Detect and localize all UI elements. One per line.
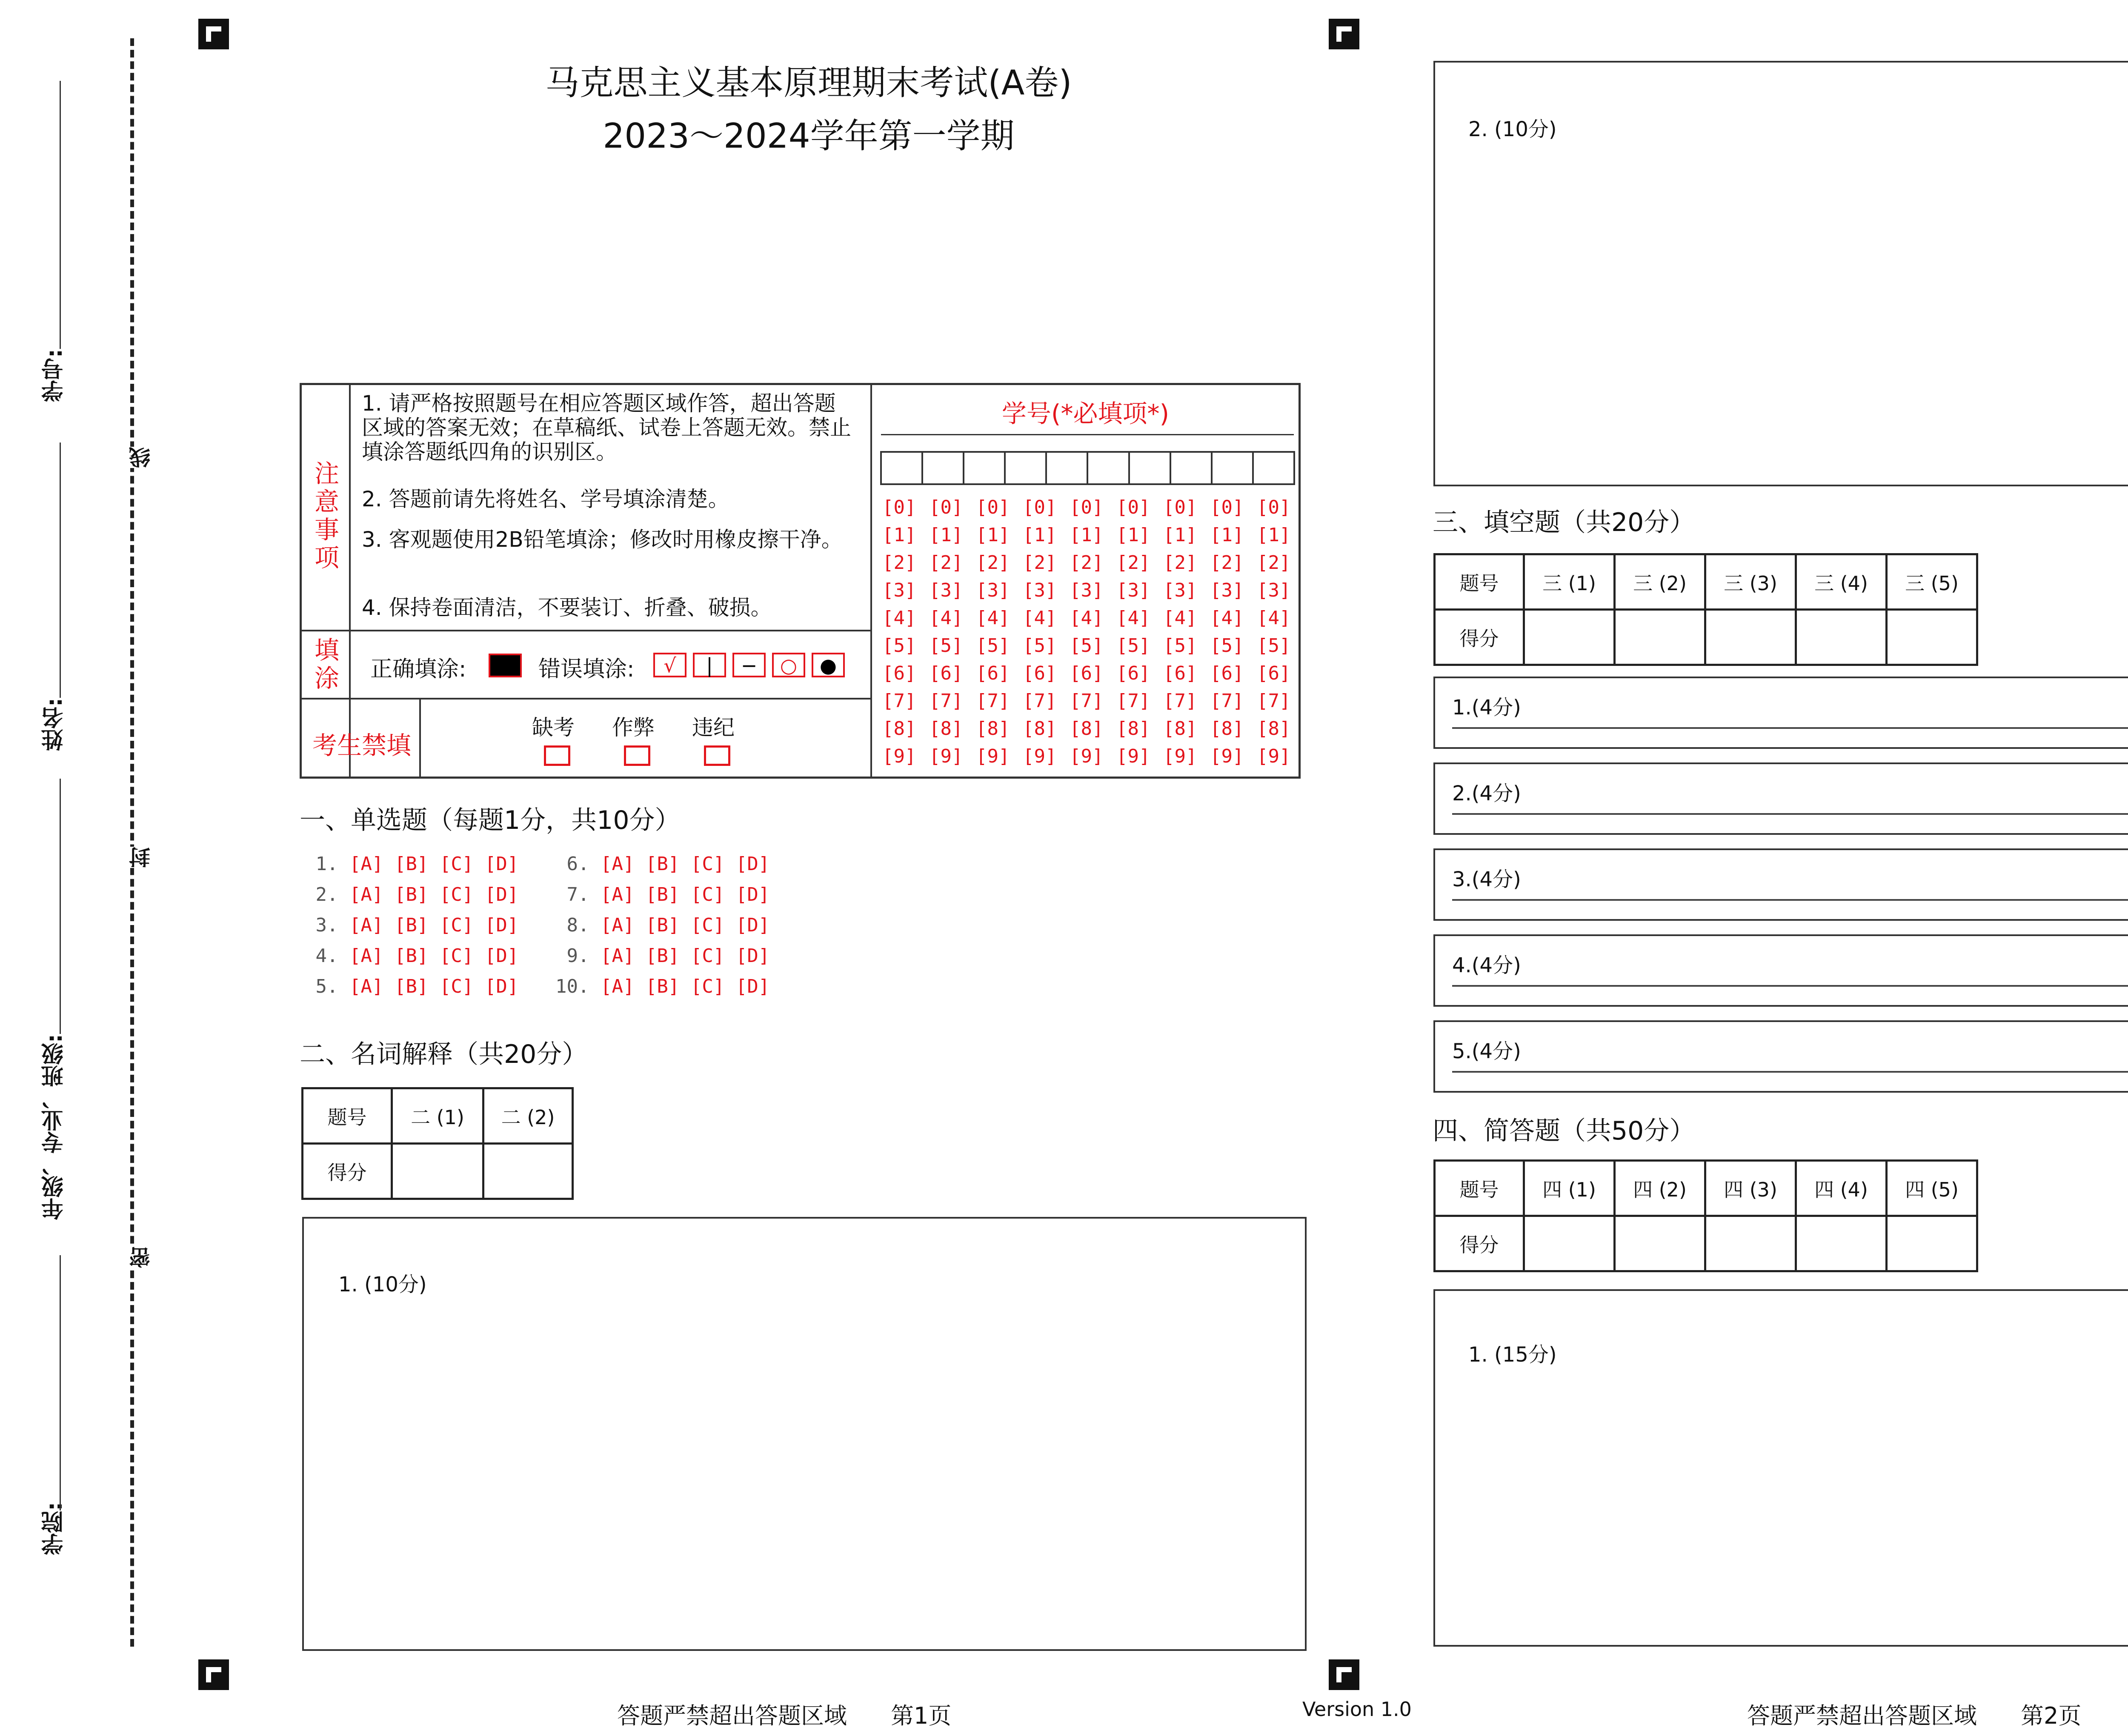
id-divider: [870, 383, 872, 779]
violation-checkbox[interactable]: [704, 745, 730, 766]
score-cell[interactable]: [1887, 610, 1977, 665]
student-id-bubble[interactable]: [0]: [1163, 497, 1197, 518]
score-head: 三 (4): [1796, 554, 1887, 610]
student-id-bubble[interactable]: [2]: [1163, 552, 1197, 574]
student-id-bubble[interactable]: [5]: [929, 635, 963, 657]
student-id-bubble[interactable]: [0]: [1070, 497, 1104, 518]
notice-hline-2: [300, 698, 870, 700]
student-id-bubble[interactable]: [2]: [1070, 552, 1104, 574]
mc-question-number: 7.: [555, 884, 601, 905]
mc-options[interactable]: [A] [B] [C] [D]: [600, 914, 770, 936]
student-id-bubble[interactable]: [5]: [1163, 635, 1197, 657]
mc-options[interactable]: [A] [B] [C] [D]: [349, 853, 519, 875]
student-id-digit-column[interactable]: [929, 494, 963, 770]
notice-item-2: 2. 答题前请先将姓名、学号填涂清楚。: [362, 487, 729, 511]
exam-term: 2023～2024学年第一学期: [603, 116, 1015, 156]
student-id-bubble[interactable]: [0]: [1023, 497, 1057, 518]
mc-question-number: 4.: [304, 945, 349, 967]
score-cell[interactable]: [1615, 610, 1705, 665]
student-id-bubble[interactable]: [1]: [1163, 524, 1197, 546]
student-id-bubble[interactable]: [7]: [929, 690, 963, 712]
section4-title: 四、简答题（共50分）: [1433, 1116, 1695, 1146]
student-id-bubble[interactable]: [7]: [1070, 690, 1104, 712]
score-head: 三 (2): [1615, 554, 1705, 610]
score-head: 三 (1): [1524, 554, 1615, 610]
student-id-bubble[interactable]: [0]: [976, 497, 1010, 518]
student-id-bubble[interactable]: [3]: [1116, 580, 1150, 601]
student-id-digit-column[interactable]: [882, 494, 916, 770]
mc-options[interactable]: [A] [B] [C] [D]: [600, 884, 770, 905]
name-label: 姓名:: [42, 698, 67, 751]
student-id-bubble[interactable]: [8]: [929, 718, 963, 740]
score-label: 得分: [303, 1144, 392, 1199]
fill-blank-label: 2.(4分): [1452, 782, 1521, 805]
footer-page1: 答题严禁超出答题区域 第1页: [617, 1702, 952, 1729]
mc-question-number: 10.: [555, 976, 601, 997]
student-id-bubble[interactable]: [2]: [929, 552, 963, 574]
name-underline: [60, 443, 61, 698]
score-head: 题号: [1435, 1161, 1524, 1216]
notice-divider: [349, 383, 351, 779]
student-id-bubble[interactable]: [7]: [1116, 690, 1150, 712]
mc-question-row[interactable]: [555, 914, 769, 936]
score-cell[interactable]: [1615, 1216, 1705, 1271]
mc-options[interactable]: [A] [B] [C] [D]: [349, 914, 519, 936]
student-id-bubble[interactable]: [3]: [976, 580, 1010, 601]
student-id-bubble[interactable]: [9]: [976, 745, 1010, 767]
score-cell[interactable]: [1705, 610, 1796, 665]
grade-label: 年级、专业、班级:: [42, 1034, 67, 1220]
student-id-bubble[interactable]: [1]: [1116, 524, 1150, 546]
section3-title: 三、填空题（共20分）: [1433, 508, 1695, 537]
school-underline: [60, 1255, 61, 1510]
mc-question-row[interactable]: [555, 884, 769, 905]
student-id-bubble[interactable]: [4]: [882, 607, 916, 629]
student-id-digit-column[interactable]: [1070, 494, 1103, 770]
footer-page2: 答题严禁超出答题区域 第2页: [1747, 1702, 2082, 1729]
student-id-bubble[interactable]: [3]: [1070, 580, 1104, 601]
student-id-digit-column[interactable]: [1163, 494, 1197, 770]
student-id-bubble[interactable]: [4]: [1116, 607, 1150, 629]
student-id-bubble[interactable]: [2]: [1023, 552, 1057, 574]
student-id-bubble[interactable]: [8]: [1257, 718, 1291, 740]
forbidden-label: 考生禁填: [312, 731, 411, 760]
student-id-bubble[interactable]: [3]: [1210, 580, 1244, 601]
notice-item-3: 3. 客观题使用2B铅笔填涂；修改时用橡皮擦干净。: [362, 527, 843, 552]
student-id-bubble[interactable]: [9]: [1210, 745, 1244, 767]
score-head: 三 (3): [1705, 554, 1796, 610]
student-id-bubble[interactable]: [5]: [1257, 635, 1291, 657]
mc-question-number: 2.: [304, 884, 349, 905]
mc-options[interactable]: [A] [B] [C] [D]: [600, 945, 770, 967]
absent-checkbox[interactable]: [544, 745, 570, 766]
fill-label: 填涂: [314, 636, 339, 693]
score-cell[interactable]: [1524, 1216, 1615, 1271]
student-id-bubble[interactable]: [6]: [929, 662, 963, 684]
seal-feng-char: 封: [126, 847, 157, 868]
student-id-bubble[interactable]: [0]: [1257, 497, 1291, 518]
student-id-digit-column[interactable]: [1210, 494, 1244, 770]
student-id-bubble[interactable]: [1]: [1257, 524, 1291, 546]
student-id-bubble[interactable]: [9]: [1257, 745, 1291, 767]
student-id-bubble[interactable]: [6]: [1163, 662, 1197, 684]
student-id-digit-column[interactable]: [976, 494, 1010, 770]
fill-blank-line: [1452, 1071, 2128, 1073]
mc-question-number: 8.: [555, 914, 601, 936]
notice-label: 注意事项: [314, 459, 339, 572]
student-id-bubble[interactable]: [1]: [882, 524, 916, 546]
forbidden-cheat: 作弊: [612, 715, 655, 740]
forbidden-violation: 违纪: [692, 715, 735, 740]
student-id-digit-column[interactable]: [1116, 494, 1150, 770]
student-id-bubble[interactable]: [0]: [1210, 497, 1244, 518]
student-id-bubble[interactable]: [6]: [976, 662, 1010, 684]
forbidden-divider: [419, 698, 421, 779]
student-id-bubble[interactable]: [6]: [1023, 662, 1057, 684]
student-no-underline: [60, 81, 61, 349]
student-id-bubble[interactable]: [2]: [1210, 552, 1244, 574]
corner-marker-top-mid: [1329, 19, 1359, 49]
student-id-bubble[interactable]: [7]: [1257, 690, 1291, 712]
exam-title: 马克思主义基本原理期末考试(A卷): [545, 63, 1072, 103]
student-id-bubble[interactable]: [9]: [1163, 745, 1197, 767]
score-cell[interactable]: [1524, 610, 1615, 665]
wrong-mark-bar: |: [693, 653, 726, 677]
wrong-mark-dash: −: [732, 653, 766, 677]
student-id-bubble[interactable]: [4]: [1023, 607, 1057, 629]
student-id-bubble[interactable]: [6]: [1210, 662, 1244, 684]
seal-line-char: 线: [126, 447, 157, 468]
mc-question-number: 3.: [304, 914, 349, 936]
student-id-bubble[interactable]: [3]: [1163, 580, 1197, 601]
student-id-bubble[interactable]: [2]: [976, 552, 1010, 574]
student-id-bubble[interactable]: [6]: [1070, 662, 1104, 684]
score-head: 四 (2): [1615, 1161, 1705, 1216]
fill-blank-line: [1452, 813, 2128, 815]
student-id-bubble[interactable]: [0]: [929, 497, 963, 518]
answer-box-2-1[interactable]: [302, 1217, 1307, 1651]
student-id-bubble[interactable]: [0]: [1116, 497, 1150, 518]
school-label: 学院:: [42, 1502, 67, 1555]
student-id-bubble[interactable]: [4]: [1257, 607, 1291, 629]
fill-blank-box[interactable]: [1433, 762, 2128, 835]
student-id-bubble[interactable]: [1]: [976, 524, 1010, 546]
student-id-bubble[interactable]: [8]: [1023, 718, 1057, 740]
score-head: 题号: [303, 1088, 392, 1144]
score-head: 四 (4): [1796, 1161, 1887, 1216]
mc-question-number: 5.: [304, 976, 349, 997]
mc-question-row[interactable]: [555, 853, 769, 875]
grade-underline: [60, 779, 61, 1034]
student-id-bubble[interactable]: [3]: [929, 580, 963, 601]
student-id-bubble[interactable]: [1]: [1210, 524, 1244, 546]
fill-blank-line: [1452, 899, 2128, 901]
answer-box-4-1-label: 1. (15分): [1468, 1343, 1557, 1367]
student-id-digit-column[interactable]: [1257, 494, 1290, 770]
fill-blank-box[interactable]: [1433, 848, 2128, 921]
mc-options[interactable]: [A] [B] [C] [D]: [600, 853, 770, 875]
student-id-bubble[interactable]: [8]: [882, 718, 916, 740]
student-id-bubble[interactable]: [6]: [882, 662, 916, 684]
answer-box-2-1-label: 1. (10分): [338, 1273, 427, 1296]
student-id-bubble[interactable]: [1]: [1023, 524, 1057, 546]
student-id-bubble[interactable]: [3]: [1023, 580, 1057, 601]
student-id-bubble[interactable]: [5]: [1210, 635, 1244, 657]
section1-title: 一、单选题（每题1分，共10分）: [300, 805, 681, 835]
mc-question-row[interactable]: [304, 884, 518, 905]
score-head: 四 (3): [1705, 1161, 1796, 1216]
student-id-bubble[interactable]: [8]: [1163, 718, 1197, 740]
student-id-bubble[interactable]: [4]: [1163, 607, 1197, 629]
fill-blank-box[interactable]: [1433, 677, 2128, 749]
corner-marker-bottom-left: [198, 1659, 229, 1690]
student-id-bubble[interactable]: [5]: [882, 635, 916, 657]
student-id-bubble[interactable]: [8]: [1070, 718, 1104, 740]
correct-fill-text: 正确填涂:: [370, 657, 466, 682]
student-id-bubble[interactable]: [3]: [882, 580, 916, 601]
mc-question-row[interactable]: [304, 976, 518, 997]
mc-question-row[interactable]: [555, 976, 769, 997]
student-id-bubble[interactable]: [4]: [929, 607, 963, 629]
student-id-bubble[interactable]: [9]: [882, 745, 916, 767]
student-id-bubble[interactable]: [7]: [976, 690, 1010, 712]
mc-question-number: 6.: [555, 853, 601, 875]
fill-blank-label: 1.(4分): [1452, 696, 1521, 720]
student-id-bubble[interactable]: [9]: [1070, 745, 1104, 767]
fill-blank-label: 5.(4分): [1452, 1039, 1521, 1063]
mc-question-number: 1.: [304, 853, 349, 875]
score-label: 得分: [1435, 1216, 1524, 1271]
student-id-bubble[interactable]: [5]: [1023, 635, 1057, 657]
score-head: 题号: [1435, 554, 1524, 610]
fill-blank-box[interactable]: [1433, 1020, 2128, 1093]
wrong-mark-dot: ●: [812, 653, 845, 677]
mc-options[interactable]: [A] [B] [C] [D]: [349, 945, 519, 967]
wrong-fill-text: 错误填涂:: [538, 657, 635, 682]
version-label: Version 1.0: [1302, 1698, 1412, 1721]
score-head: 二 (1): [392, 1088, 483, 1144]
student-id-title: 学号(*必填项*): [1001, 399, 1170, 428]
score-cell[interactable]: [392, 1144, 483, 1199]
student-id-bubble[interactable]: [4]: [1210, 607, 1244, 629]
fill-blank-box[interactable]: [1433, 934, 2128, 1007]
student-id-bubble[interactable]: [5]: [1116, 635, 1150, 657]
section3-score-table: [1433, 553, 1978, 666]
student-id-bubble[interactable]: [6]: [1257, 662, 1291, 684]
fill-blank-line: [1452, 985, 2128, 987]
fill-blank-label: 4.(4分): [1452, 954, 1521, 977]
mc-options[interactable]: [A] [B] [C] [D]: [349, 976, 519, 997]
answer-box-2-2-label: 2. (10分): [1468, 117, 1557, 141]
score-head: 四 (1): [1524, 1161, 1615, 1216]
student-id-bubble[interactable]: [6]: [1116, 662, 1150, 684]
student-id-bubble[interactable]: [2]: [1257, 552, 1291, 574]
notice-hline-1: [300, 630, 870, 631]
student-id-bubble[interactable]: [7]: [882, 690, 916, 712]
student-id-bubble[interactable]: [7]: [1163, 690, 1197, 712]
mc-options[interactable]: [A] [B] [C] [D]: [349, 884, 519, 905]
cheat-checkbox[interactable]: [624, 745, 650, 766]
student-no-label: 学号:: [42, 349, 67, 402]
corner-marker-top-left: [198, 19, 229, 49]
section4-score-table: [1433, 1159, 1978, 1272]
student-id-bubble[interactable]: [2]: [1116, 552, 1150, 574]
student-id-bubble[interactable]: [1]: [929, 524, 963, 546]
mc-question-row[interactable]: [304, 945, 518, 967]
score-head: 二 (2): [483, 1088, 573, 1144]
student-id-input-row[interactable]: [880, 451, 1295, 485]
student-id-bubble[interactable]: [4]: [1070, 607, 1104, 629]
section2-title: 二、名词解释（共20分）: [300, 1039, 588, 1069]
mc-question-row[interactable]: [304, 853, 518, 875]
student-id-bubble[interactable]: [8]: [1210, 718, 1244, 740]
student-id-bubble[interactable]: [7]: [1210, 690, 1244, 712]
forbidden-absent: 缺考: [532, 715, 575, 740]
correct-fill-sample: [489, 654, 522, 677]
score-cell[interactable]: [1705, 1216, 1796, 1271]
mc-question-number: 9.: [555, 945, 601, 967]
notice-item-4: 4. 保持卷面清洁，不要装订、折叠、破损。: [362, 595, 772, 620]
student-id-bubble[interactable]: [0]: [882, 497, 916, 518]
student-id-bubble[interactable]: [8]: [1116, 718, 1150, 740]
student-id-bubble[interactable]: [5]: [1070, 635, 1104, 657]
student-id-bubble[interactable]: [2]: [882, 552, 916, 574]
score-cell[interactable]: [483, 1144, 573, 1199]
score-label: 得分: [1435, 610, 1524, 665]
student-id-bubble[interactable]: [7]: [1023, 690, 1057, 712]
fill-blank-label: 3.(4分): [1452, 868, 1521, 891]
student-id-bubble[interactable]: [1]: [1070, 524, 1104, 546]
student-id-digit-column[interactable]: [1023, 494, 1056, 770]
student-id-bubble[interactable]: [9]: [1116, 745, 1150, 767]
score-head: 三 (5): [1887, 554, 1977, 610]
seal-mi-char: 密: [126, 1247, 157, 1268]
student-id-bubble[interactable]: [4]: [976, 607, 1010, 629]
wrong-mark-circle: ○: [772, 653, 805, 677]
student-id-bubble[interactable]: [8]: [976, 718, 1010, 740]
student-id-bubble[interactable]: [9]: [1023, 745, 1057, 767]
wrong-mark-check: √: [653, 653, 686, 677]
score-head: 四 (5): [1887, 1161, 1977, 1216]
section2-score-table: [301, 1087, 574, 1200]
student-id-bubble[interactable]: [9]: [929, 745, 963, 767]
mc-question-row[interactable]: [555, 945, 769, 967]
corner-marker-bottom-mid: [1329, 1659, 1359, 1690]
score-cell[interactable]: [1796, 610, 1887, 665]
fill-blank-line: [1452, 727, 2128, 729]
score-cell[interactable]: [1796, 1216, 1887, 1271]
seal-dashed-line: [130, 38, 134, 1647]
mc-question-row[interactable]: [304, 914, 518, 936]
score-cell[interactable]: [1887, 1216, 1977, 1271]
mc-options[interactable]: [A] [B] [C] [D]: [600, 976, 770, 997]
student-id-underline: [881, 434, 1294, 435]
student-id-bubble[interactable]: [5]: [976, 635, 1010, 657]
notice-item-1: 1. 请严格按照题号在相应答题区域作答，超出答题区域的答案无效；在草稿纸、试卷上答题无效。禁止填涂答题纸四角的识别区。: [362, 391, 851, 464]
student-id-bubble[interactable]: [3]: [1257, 580, 1291, 601]
